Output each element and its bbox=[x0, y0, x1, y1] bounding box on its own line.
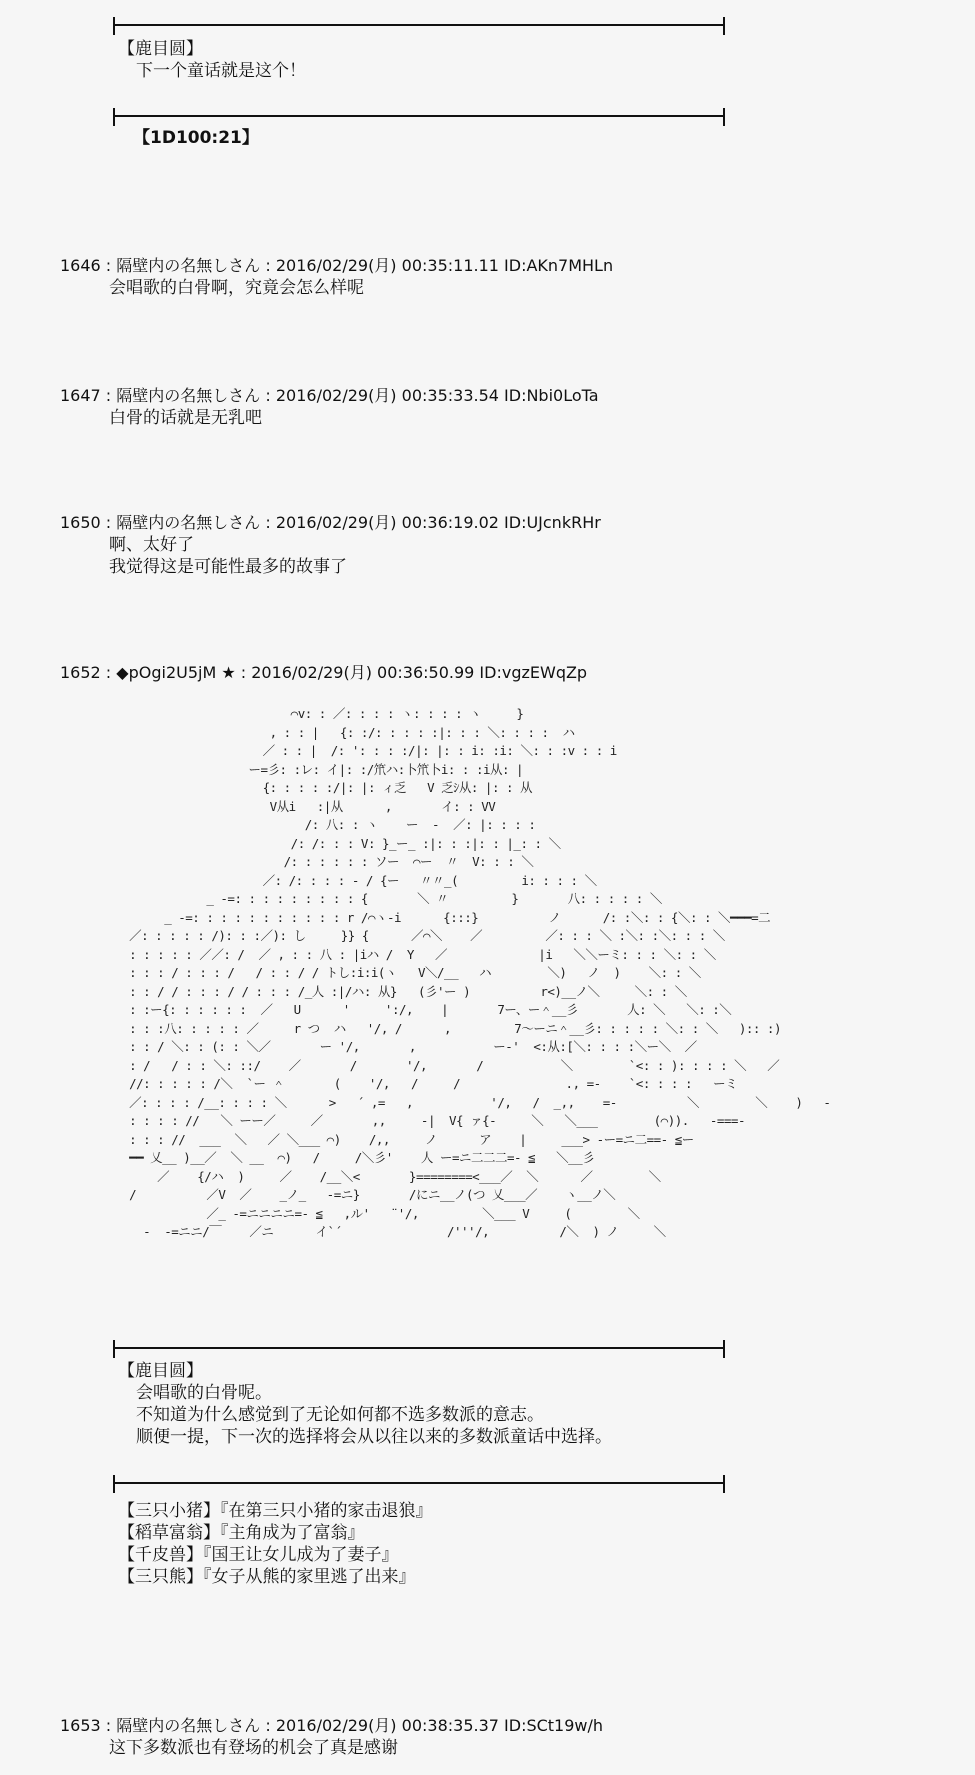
speaker-label: 【鹿目圆】 bbox=[118, 39, 203, 59]
post-header-1647: 1647 : 隔壁内の名無しさん : 2016/02/29(月) 00:35:33.54 ID:Nbi0LoTa bbox=[60, 386, 599, 405]
reply-line-2: 不知道为什么感觉到了无论如何都不选多数派的意志。 bbox=[136, 1405, 544, 1425]
divider-top bbox=[113, 24, 725, 26]
divider-choices bbox=[113, 1482, 725, 1484]
speech-line: 下一个童话就是这个！ bbox=[136, 61, 306, 81]
ascii-art: ⌒v: : ／: : : : ヽ: : : : ヽ } , : : | {: :/: : : : :|: : : ＼: : : : ハ ／ : : | /: ': : : :/|: |: : i: :i: ＼: : :v : : i ー=彡: :レ: イ|: :/笊ハ:卜笊卜i: : :i从: | {: : : : :/|: |: ィ乏 V 乏ｼ从: |: : 从 V从i :|从 , イ: : VV /: 八: : ヽ ー - ／: |: : : : /: /: : : V: }_ー_ :|: : :|: : |_: : ＼ /: : : : : : ソー ⌒ー 〃 V: : : ＼ ／: /: : : : - / {ー 〃〃_( i: : : : ＼ _ -=: : : : : : : : : { ＼ 〃 } 八: : : : : ＼ _ -=: : : : : : : : : : : r /⌒ヽ-i {:::} ノ /: :＼: : {＼: : ＼━━━=二 ／: : : : : /): : :／): し }} { ／⌒＼ ／ ／: : : ＼ :＼: :＼: : : ＼ : : : : : ／／: / ／ , : : 八 : |iハ / Y ／ |i ＼＼ーミ: : : ＼: : ＼ : : : / : : : / / : : / / トし:i:i(ヽ V＼/__ ハ ＼) ノ ) ＼: : ＼ : : / / : : : / / : : : /_人 :|/ハ: 从} (彡'ー ) r<)__ノ＼ ＼: : ＼ : :ー{: : : : : : ／ U ' ':/, | 7ー、ー＾__彡 人: ＼ ＼: :＼ : : :八: : : : : ／ r つ ハ '/, / , 7〜ーニ＾__彡: : : : : ＼: : ＼ ):: :) : : / ＼: : (: : ＼／ ー '/, , ー‐' <:从:[＼: : : :＼ー＼ ／ : / / : : ＼: ::/ ／ / '/, / ＼ `<: : ): : : : ＼ ／ //: : : : : /＼ `ー ＾ ( '/, / / ., =- `<: : : : ーミ ／: : : : /__: : : : ＼ > ´ ,= , '/, / _,, =- ＼ ＼ ) - : : : : // ＼ ーー／ ／ ,, -| V{ ァ{- ＼ ＼___ (⌒)). -===- : : : // ___ ＼ ／ ＼___ ⌒) /,, ノ ア | ___> -ー=ニ二==- ≦ー ━━ 乂__ )__／ ＼ __ ⌒) / /＼彡' 人 ー=ニ二二二=- ≦ ＼__彡 ／ {/ハ ) ／ /__＼< }========<___／ ＼ ／ ＼ / ／V ／ _ノ_ -=ニ} /にニ__ノ(つ 乂___／ ヽ__ノ＼ ／_ -=ニニニニ=- ≦ ,ル' ¨'/, ＼___ V ( ＼ - -=ニニ/￣ ／ニ イ`´ /'''/, /＼ ) ノ ＼ bbox=[129, 706, 831, 1239]
reply-speaker: 【鹿目圆】 bbox=[118, 1361, 203, 1381]
choice-list bbox=[118, 1500, 433, 1588]
reply-line-1: 会唱歌的白骨呢。 bbox=[136, 1383, 272, 1403]
post-body-1647: 白骨的话就是无乳吧 bbox=[109, 408, 262, 428]
post-body-1653: 这下多数派也有登场的机会了真是感谢 bbox=[109, 1738, 398, 1758]
post-header-1650: 1650 : 隔壁内の名無しさん : 2016/02/29(月) 00:36:19.02 ID:UJcnkRHr bbox=[60, 513, 601, 532]
post-body-1650-line1: 啊、太好了 bbox=[109, 535, 194, 555]
reply-block bbox=[118, 1360, 612, 1448]
choice-item: 【稻草富翁】『主角成为了富翁』 bbox=[118, 1523, 365, 1543]
post-body-1650-line2: 我觉得这是可能性最多的故事了 bbox=[109, 557, 347, 577]
dice-result: 【1D100:21】 bbox=[133, 128, 259, 148]
choice-item: 【千皮兽】『国王让女儿成为了妻子』 bbox=[118, 1545, 399, 1565]
choice-item: 【三只熊】『女子从熊的家里逃了出来』 bbox=[118, 1567, 416, 1587]
post-header-1646: 1646 : 隔壁内の名無しさん : 2016/02/29(月) 00:35:11.11 ID:AKn7MHLn bbox=[60, 256, 614, 275]
choice-item: 【三只小猪】『在第三只小猪的家击退狼』 bbox=[118, 1501, 433, 1521]
post-body-1646: 会唱歌的白骨啊，究竟会怎么样呢 bbox=[109, 278, 364, 298]
post-header-1652: 1652 : ◆pOgi2U5jM ★ : 2016/02/29(月) 00:36:50.99 ID:vgzEWqZp bbox=[60, 663, 588, 682]
divider-dice bbox=[113, 115, 725, 117]
post-header-1653: 1653 : 隔壁内の名無しさん : 2016/02/29(月) 00:38:35.37 ID:SCt19w/h bbox=[60, 1716, 604, 1735]
reply-line-3: 顺便一提，下一次的选择将会从以往以来的多数派童话中选择。 bbox=[136, 1427, 612, 1447]
divider-reply bbox=[113, 1347, 725, 1349]
